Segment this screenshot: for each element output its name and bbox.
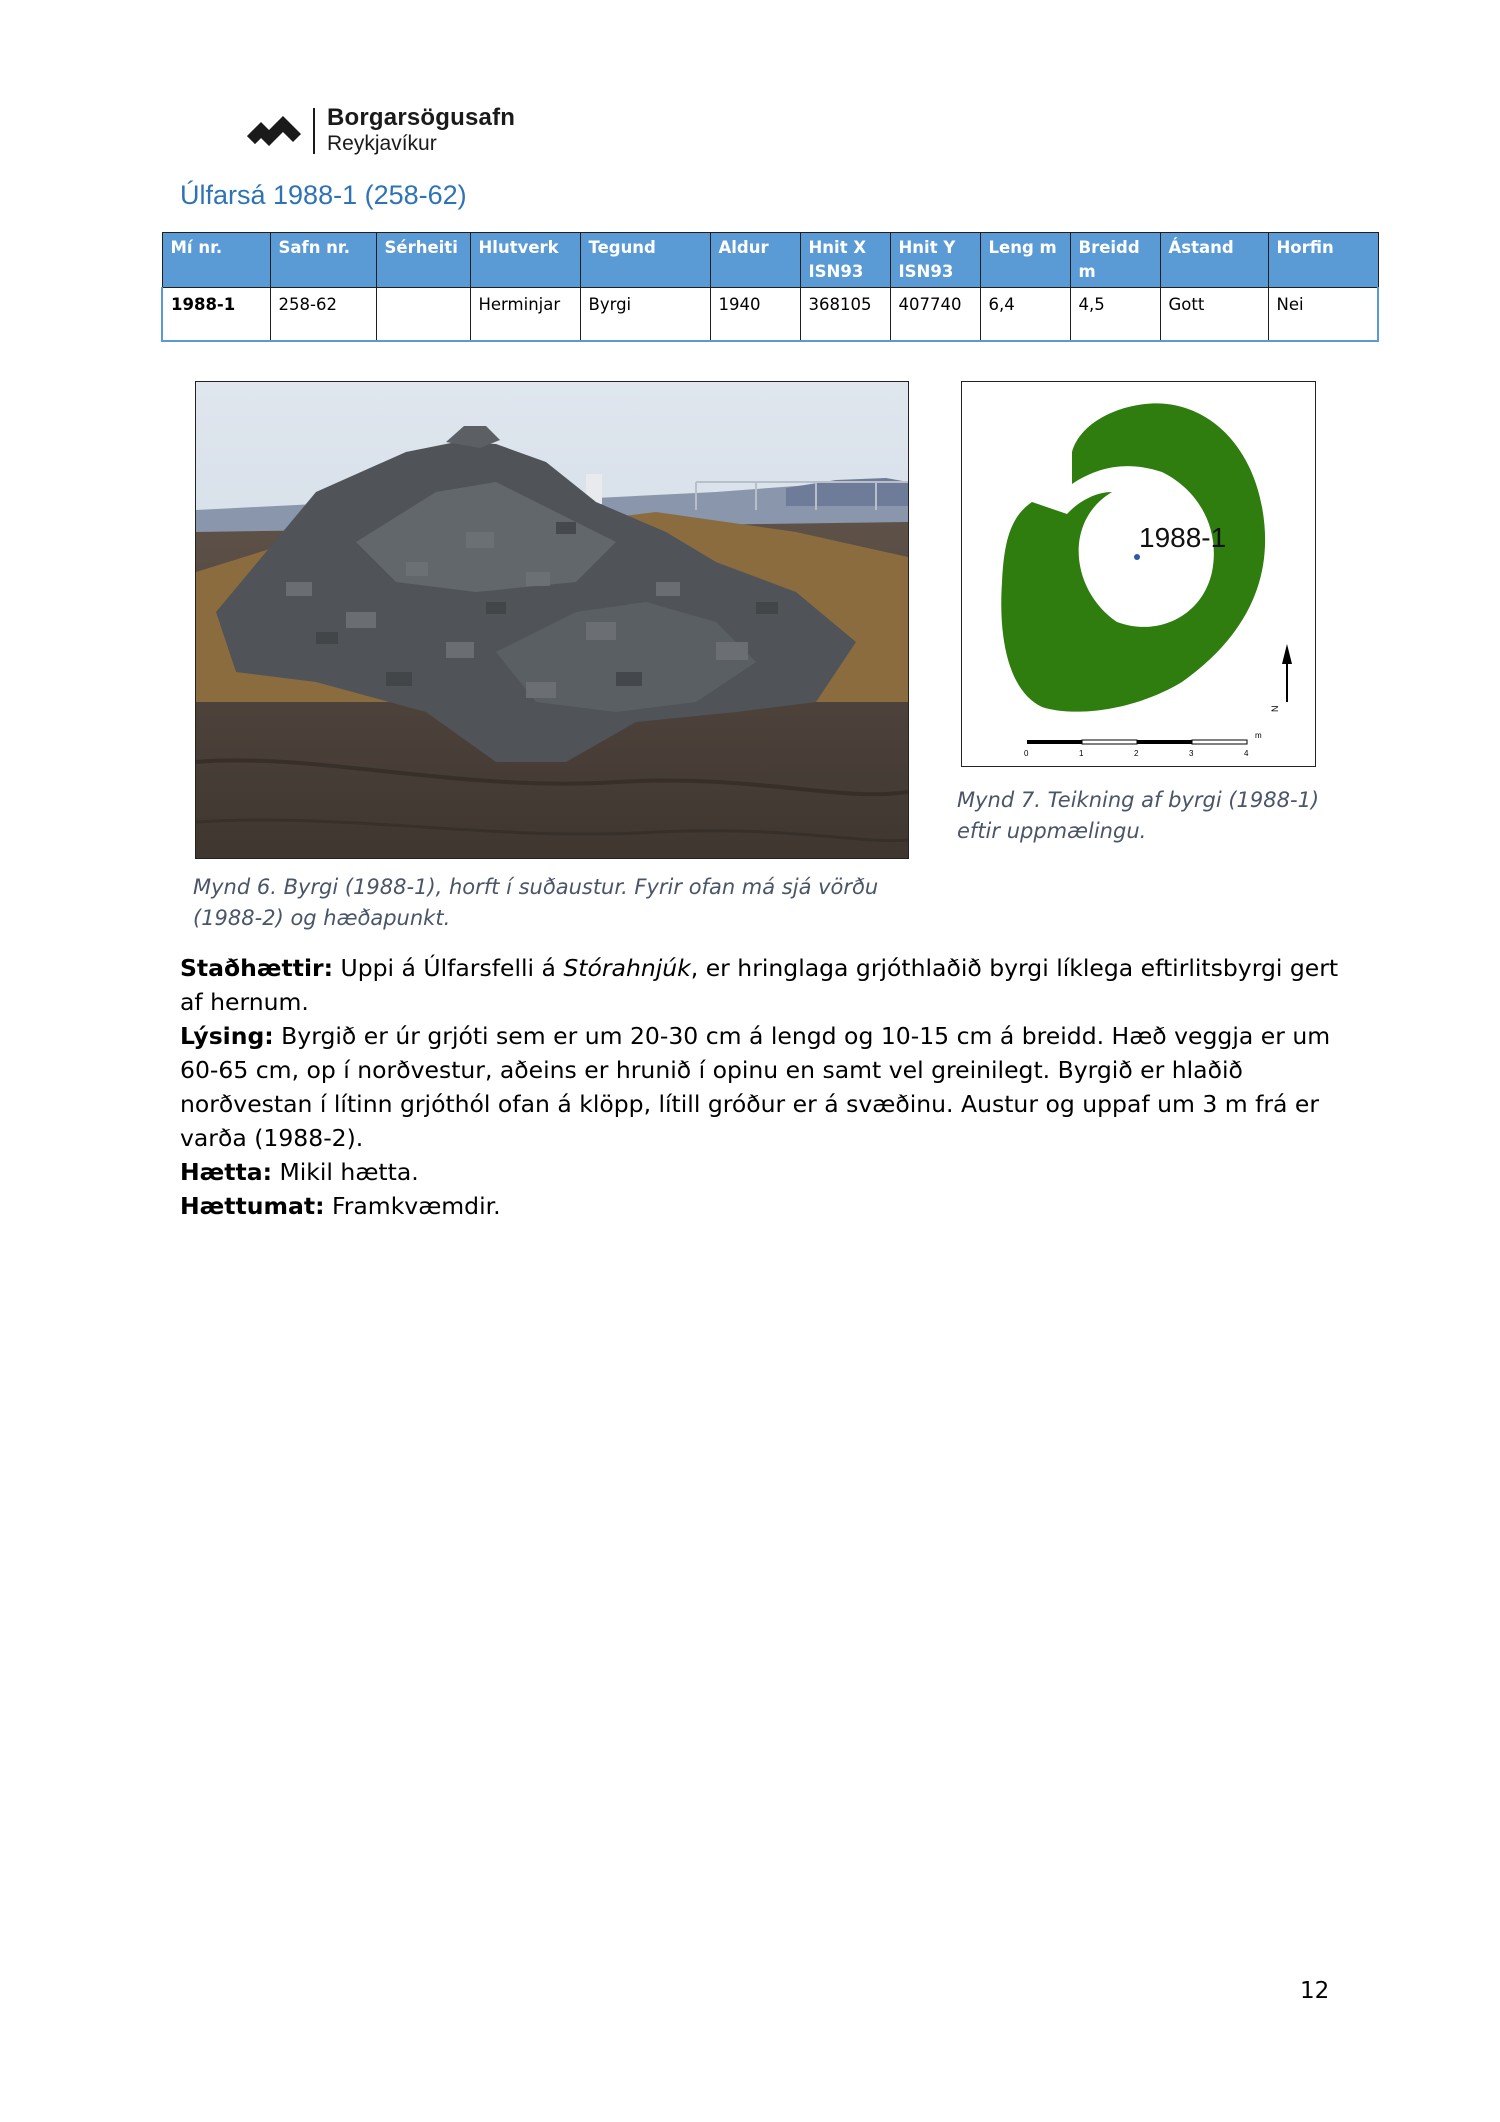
registry-table [161, 232, 1379, 342]
museum-logo [245, 104, 545, 160]
site-description [180, 951, 1340, 1223]
header-hnit-y: Hnit Y ISN93 [890, 233, 980, 288]
cell-horfin: Nei [1268, 288, 1378, 342]
stadhaettir-paragraph [180, 951, 1340, 1019]
cell-hnit-y: 407740 [890, 288, 980, 342]
drawing-label: 1988-1 [1139, 522, 1227, 553]
north-label: N [1270, 705, 1280, 712]
haetta-text: Mikil hætta. [272, 1158, 419, 1186]
haetta-paragraph [180, 1155, 1340, 1189]
header-aldur: Aldur [710, 233, 800, 288]
cell-mi-nr: 1988-1 [162, 288, 270, 342]
cell-serheiti [376, 288, 470, 342]
stadhaettir-text-post: , er hringlaga grjóthlaðið byrgi líklega eftirlitsbyrgi gert af hernum. [180, 954, 1339, 1016]
stadhaettir-label: Staðhættir: [180, 954, 334, 982]
header-safn-nr: Safn nr. [270, 233, 376, 288]
site-plan-drawing [961, 381, 1316, 767]
plan-drawing-image [962, 382, 1315, 766]
stadhaettir-text-pre: Uppi á Úlfarsfelli á [333, 954, 564, 982]
cell-astand: Gott [1160, 288, 1268, 342]
figure-7-caption: Mynd 7. Teikning af byrgi (1988-1) eftir uppmælingu. [957, 788, 1320, 843]
cell-tegund: Byrgi [580, 288, 710, 342]
header-mi-nr: Mí nr. [162, 233, 270, 288]
cell-safn-nr: 258-62 [270, 288, 376, 342]
scale-tick-3: 3 [1189, 749, 1194, 758]
ring-shape [1001, 403, 1265, 711]
cell-leng: 6,4 [980, 288, 1070, 342]
scale-bar [1027, 740, 1247, 744]
header-leng: Leng m [980, 233, 1070, 288]
cell-hnit-x: 368105 [800, 288, 890, 342]
site-photo [195, 381, 909, 859]
header-breidd: Breidd m [1070, 233, 1160, 288]
lysing-label: Lýsing: [180, 1022, 274, 1050]
scale-tick-0: 0 [1024, 749, 1029, 758]
north-arrow-icon [1282, 644, 1292, 702]
haettumat-paragraph [180, 1189, 1340, 1223]
header-tegund: Tegund [580, 233, 710, 288]
logo-city: Reykjavíkur [327, 132, 437, 155]
figure-6-caption: Mynd 6. Byrgi (1988-1), horft í suðaustur. Fyrir ofan má sjá vörðu (1988-2) og hæðapunkt. [193, 875, 879, 930]
header-serheiti: Sérheiti [376, 233, 470, 288]
lysing-text: Byrgið er úr grjóti sem er um 20-30 cm á lengd og 10-15 cm á breidd. Hæð veggja er um 60-65 cm, op í norðvestur, aðeins er hrunið í opinu en samt vel greinilegt. Byrgið er hlaðið norðvestan í lítinn grjóthól ofan á klöpp, lítill gróður er á svæðinu. Austur og uppaf um 3 m frá er varða (1988-2). [180, 1022, 1331, 1152]
cell-aldur: 1940 [710, 288, 800, 342]
lysing-paragraph [180, 1019, 1340, 1155]
cell-breidd: 4,5 [1070, 288, 1160, 342]
site-heading: Úlfarsá 1988-1 (258-62) [180, 180, 467, 210]
cell-hlutverk: Herminjar [470, 288, 580, 342]
table-row [162, 288, 1378, 342]
stadhaettir-place: Stórahnjúk [563, 954, 691, 982]
logo-divider [313, 108, 315, 154]
survey-point [1134, 554, 1140, 560]
logo-name: Borgarsögusafn [327, 104, 516, 131]
page-number: 12 [1300, 1978, 1330, 2004]
stone-mound-photo-image [196, 382, 908, 858]
header-horfin: Horfin [1268, 233, 1378, 288]
header-hnit-x: Hnit X ISN93 [800, 233, 890, 288]
haetta-label: Hætta: [180, 1158, 273, 1186]
header-hlutverk: Hlutverk [470, 233, 580, 288]
header-astand: Ástand [1160, 233, 1268, 288]
logo-mark-icon [245, 108, 303, 154]
haettumat-label: Hættumat: [180, 1192, 325, 1220]
haettumat-text: Framkvæmdir. [324, 1192, 501, 1220]
scale-tick-4: 4 [1244, 749, 1249, 758]
scale-unit: m [1255, 731, 1262, 740]
scale-tick-2: 2 [1134, 749, 1139, 758]
table-header-row [162, 233, 1378, 288]
scale-tick-1: 1 [1079, 749, 1084, 758]
